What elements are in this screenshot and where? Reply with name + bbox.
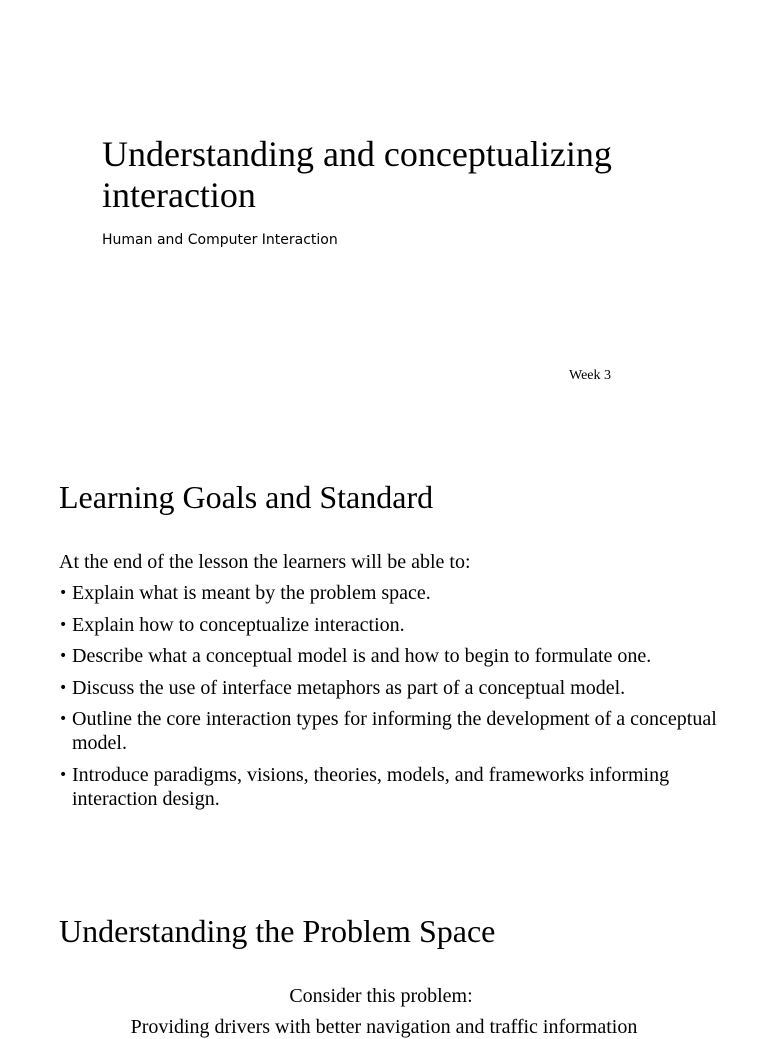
list-item [59, 676, 729, 700]
bullet-icon: • [59, 711, 68, 728]
course-subtitle: Human and Computer Interaction [102, 232, 338, 248]
bullet-icon: • [59, 648, 68, 665]
goal-text: Introduce paradigms, visions, theories, models, and frameworks informing interaction design. [72, 763, 670, 810]
goal-text: Explain how to conceptualize interaction. [72, 613, 405, 636]
list-item [59, 644, 729, 668]
list-item [59, 763, 729, 811]
problem-space-heading: Understanding the Problem Space [59, 913, 496, 949]
goal-text: Describe what a conceptual model is and how to begin to formulate one. [72, 645, 652, 668]
goal-text: Explain what is meant by the problem space. [72, 582, 431, 604]
goal-text: Outline the core interaction types for informing the development of a conceptual model. [72, 708, 717, 755]
learning-goals-list [59, 581, 729, 819]
lecture-title: Understanding and conceptualizing interaction [102, 134, 612, 215]
bullet-icon: • [59, 679, 68, 696]
week-label: Week 3 [569, 368, 612, 383]
problem-statement: Providing drivers with better navigation and traffic information [130, 1016, 638, 1038]
list-item [59, 613, 729, 637]
goal-text: Discuss the use of interface metaphors as part of a conceptual model. [72, 676, 626, 699]
bullet-icon: • [59, 766, 68, 783]
list-item [59, 707, 729, 755]
bullet-icon: • [59, 585, 68, 601]
problem-prompt: Consider this problem: [289, 985, 473, 1007]
learning-goals-heading: Learning Goals and Standard [59, 479, 434, 515]
list-item [59, 581, 729, 605]
learning-goals-intro: At the end of the lesson the learners will be able to: [59, 551, 471, 573]
bullet-icon: • [59, 616, 68, 633]
